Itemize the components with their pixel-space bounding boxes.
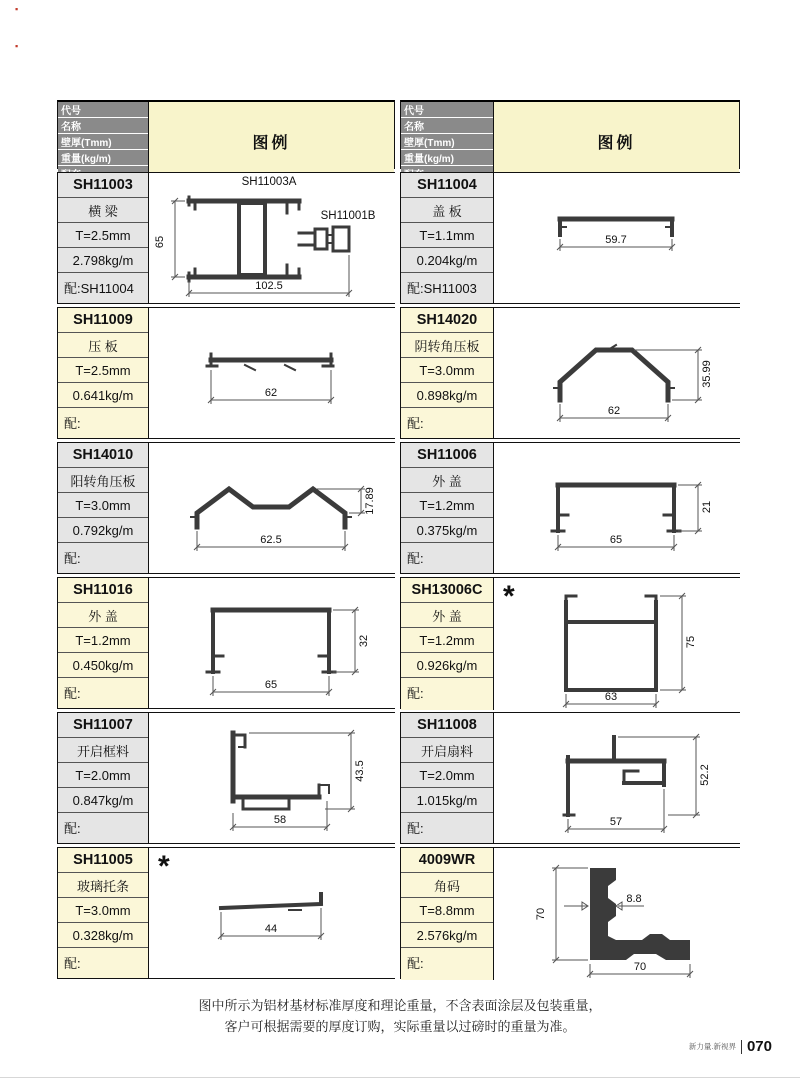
- red-corner-mark: ▪: [15, 41, 19, 51]
- product-thickness: T=1.2mm: [401, 628, 493, 653]
- product-weight: 0.926kg/m: [401, 653, 493, 678]
- profile-diagram: [493, 848, 740, 980]
- svg-text:21: 21: [701, 500, 713, 514]
- table-row: [57, 712, 395, 844]
- table-row: [400, 712, 740, 844]
- svg-text:59.7: 59.7: [605, 234, 627, 246]
- product-weight: 0.204kg/m: [401, 248, 493, 273]
- product-name: 阴转角压板: [401, 333, 493, 358]
- profile-diagram: [493, 713, 740, 843]
- product-weight: 2.576kg/m: [401, 923, 493, 948]
- product-code: SH14020: [401, 308, 493, 333]
- profile-drawing-sh11004: [494, 173, 740, 303]
- product-thickness: T=1.2mm: [58, 628, 148, 653]
- profile-drawing-sh11008: [494, 713, 740, 843]
- product-thickness: T=1.2mm: [401, 493, 493, 518]
- product-name: 阳转角压板: [58, 468, 148, 493]
- product-thickness: T=3.0mm: [401, 358, 493, 383]
- svg-text:63: 63: [604, 691, 618, 703]
- svg-text:35.99: 35.99: [701, 360, 713, 388]
- product-name: 盖 板: [401, 198, 493, 223]
- header-code: 代号: [58, 102, 148, 118]
- footer-note-line2: 客户可根据需要的厚度订购，实际重量以过磅时的重量为准。: [224, 1019, 576, 1034]
- svg-text:62.5: 62.5: [260, 534, 282, 546]
- svg-text:52.2: 52.2: [699, 764, 711, 786]
- svg-text:17.89: 17.89: [364, 487, 376, 515]
- profile-drawing-sh13006c: [494, 578, 740, 710]
- profile-diagram: [493, 173, 740, 303]
- profile-diagram: [493, 578, 740, 710]
- profile-diagram: [148, 713, 395, 843]
- product-weight: 0.792kg/m: [58, 518, 148, 543]
- profile-drawing-sh11005: [149, 848, 395, 978]
- table-header: [57, 100, 395, 169]
- profile-drawing-sh11007: [149, 713, 395, 843]
- profile-drawing-sh11016: [149, 578, 395, 708]
- product-code: SH11006: [401, 443, 493, 468]
- profile-drawing-sh14020: [494, 308, 740, 438]
- product-name: 开启扇料: [401, 738, 493, 763]
- product-code: SH11008: [401, 713, 493, 738]
- product-weight: 0.898kg/m: [401, 383, 493, 408]
- profile-drawing-sh11006: [494, 443, 740, 573]
- profile-drawing-4009wr: [494, 848, 740, 980]
- table-row: [57, 577, 395, 709]
- product-code: SH11007: [58, 713, 148, 738]
- table-row: [400, 442, 740, 574]
- red-corner-mark: ▪: [15, 4, 19, 14]
- product-code: SH11004: [401, 173, 493, 198]
- header-name: 名称: [401, 118, 493, 134]
- product-code: 4009WR: [401, 848, 493, 873]
- product-thickness: T=1.1mm: [401, 223, 493, 248]
- product-name: 玻璃托条: [58, 873, 148, 898]
- header-name: 名称: [58, 118, 148, 134]
- star-marker: *: [158, 850, 170, 883]
- product-weight: 0.641kg/m: [58, 383, 148, 408]
- product-weight: 0.375kg/m: [401, 518, 493, 543]
- page-number-block: [689, 1038, 772, 1055]
- header-weight: 重量(kg/m): [401, 150, 493, 166]
- table-row: [400, 172, 740, 304]
- header-label-column: [401, 102, 493, 181]
- spec-table-right: [400, 100, 740, 979]
- svg-text:65: 65: [264, 679, 278, 691]
- table-row: [400, 847, 740, 979]
- svg-text:44: 44: [264, 923, 278, 935]
- product-thickness: T=2.5mm: [58, 223, 148, 248]
- header-code: 代号: [401, 102, 493, 118]
- svg-text:102.5: 102.5: [255, 280, 283, 292]
- svg-text:75: 75: [685, 635, 697, 649]
- table-row: [57, 847, 395, 979]
- product-match: 配:: [64, 551, 81, 566]
- product-match: 配:: [64, 686, 81, 701]
- product-name: 角码: [401, 873, 493, 898]
- product-match: 配:: [407, 416, 424, 431]
- svg-text:8.8: 8.8: [626, 893, 642, 905]
- divider: [741, 1040, 742, 1054]
- profile-drawing-sh11009: [149, 308, 395, 438]
- header-label-column: [58, 102, 148, 181]
- product-match: 配:: [64, 416, 81, 431]
- profile-diagram: [493, 308, 740, 438]
- product-weight: 2.798kg/m: [58, 248, 148, 273]
- product-match: 配:: [407, 956, 424, 971]
- header-legend: 图例: [493, 102, 739, 181]
- footer-note-line1: 图中所示为铝材基材标准厚度和理论重量，不含表面涂层及包装重量，: [198, 998, 602, 1013]
- profile-diagram: [148, 443, 395, 573]
- profile-diagram: [148, 173, 395, 303]
- product-thickness: T=2.0mm: [401, 763, 493, 788]
- product-code: SH13006C: [401, 578, 493, 603]
- footer-note: [0, 995, 800, 1037]
- product-name: 横 梁: [58, 198, 148, 223]
- header-thickness: 壁厚(Tmm): [58, 134, 148, 150]
- product-match: 配:: [407, 686, 424, 701]
- profile-diagram: [148, 848, 395, 978]
- product-weight: 0.328kg/m: [58, 923, 148, 948]
- profile-diagram: [493, 443, 740, 573]
- svg-text:58: 58: [273, 814, 287, 826]
- product-name: 外 盖: [58, 603, 148, 628]
- svg-text:32: 32: [358, 634, 370, 648]
- svg-text:70: 70: [633, 961, 647, 973]
- product-match: 配:SH11003: [407, 281, 477, 296]
- table-row: [400, 307, 740, 439]
- spec-table-left: [57, 100, 395, 979]
- brand-slogan: 新力量.新视界: [688, 1042, 736, 1051]
- product-thickness: T=2.0mm: [58, 763, 148, 788]
- product-weight: 1.015kg/m: [401, 788, 493, 813]
- table-row: [400, 577, 740, 709]
- svg-text:SH11001B: SH11001B: [320, 210, 376, 222]
- product-name: 外 盖: [401, 603, 493, 628]
- profile-drawing-sh11003: [149, 173, 395, 303]
- table-row: [57, 307, 395, 439]
- product-match: 配:: [407, 551, 424, 566]
- product-match: 配:: [407, 821, 424, 836]
- product-match: 配:: [64, 821, 81, 836]
- bottom-rule: [0, 1077, 800, 1078]
- product-code: SH11003: [58, 173, 148, 198]
- svg-text:57: 57: [609, 816, 623, 828]
- product-thickness: T=3.0mm: [58, 493, 148, 518]
- profile-drawing-sh14010: [149, 443, 395, 573]
- product-match: 配:: [64, 956, 81, 971]
- product-thickness: T=2.5mm: [58, 358, 148, 383]
- table-row: [57, 172, 395, 304]
- profile-diagram: [148, 308, 395, 438]
- product-code: SH11009: [58, 308, 148, 333]
- table-header: [400, 100, 740, 169]
- header-weight: 重量(kg/m): [58, 150, 148, 166]
- svg-text:62: 62: [607, 405, 621, 417]
- product-thickness: T=8.8mm: [401, 898, 493, 923]
- profile-diagram: [148, 578, 395, 708]
- svg-text:43.5: 43.5: [354, 760, 366, 782]
- product-code: SH11005: [58, 848, 148, 873]
- product-weight: 0.847kg/m: [58, 788, 148, 813]
- star-marker: *: [503, 580, 515, 613]
- product-weight: 0.450kg/m: [58, 653, 148, 678]
- product-name: 压 板: [58, 333, 148, 358]
- svg-text:65: 65: [609, 534, 623, 546]
- table-row: [57, 442, 395, 574]
- svg-text:65: 65: [154, 235, 166, 249]
- product-code: SH11016: [58, 578, 148, 603]
- header-legend: 图例: [148, 102, 394, 181]
- svg-text:SH11003A: SH11003A: [241, 176, 297, 188]
- header-thickness: 壁厚(Tmm): [401, 134, 493, 150]
- page-number: 070: [746, 1038, 772, 1055]
- svg-text:70: 70: [535, 907, 547, 921]
- svg-text:62: 62: [264, 387, 278, 399]
- product-match: 配:SH11004: [64, 281, 134, 296]
- product-name: 开启框料: [58, 738, 148, 763]
- product-name: 外 盖: [401, 468, 493, 493]
- product-thickness: T=3.0mm: [58, 898, 148, 923]
- product-code: SH14010: [58, 443, 148, 468]
